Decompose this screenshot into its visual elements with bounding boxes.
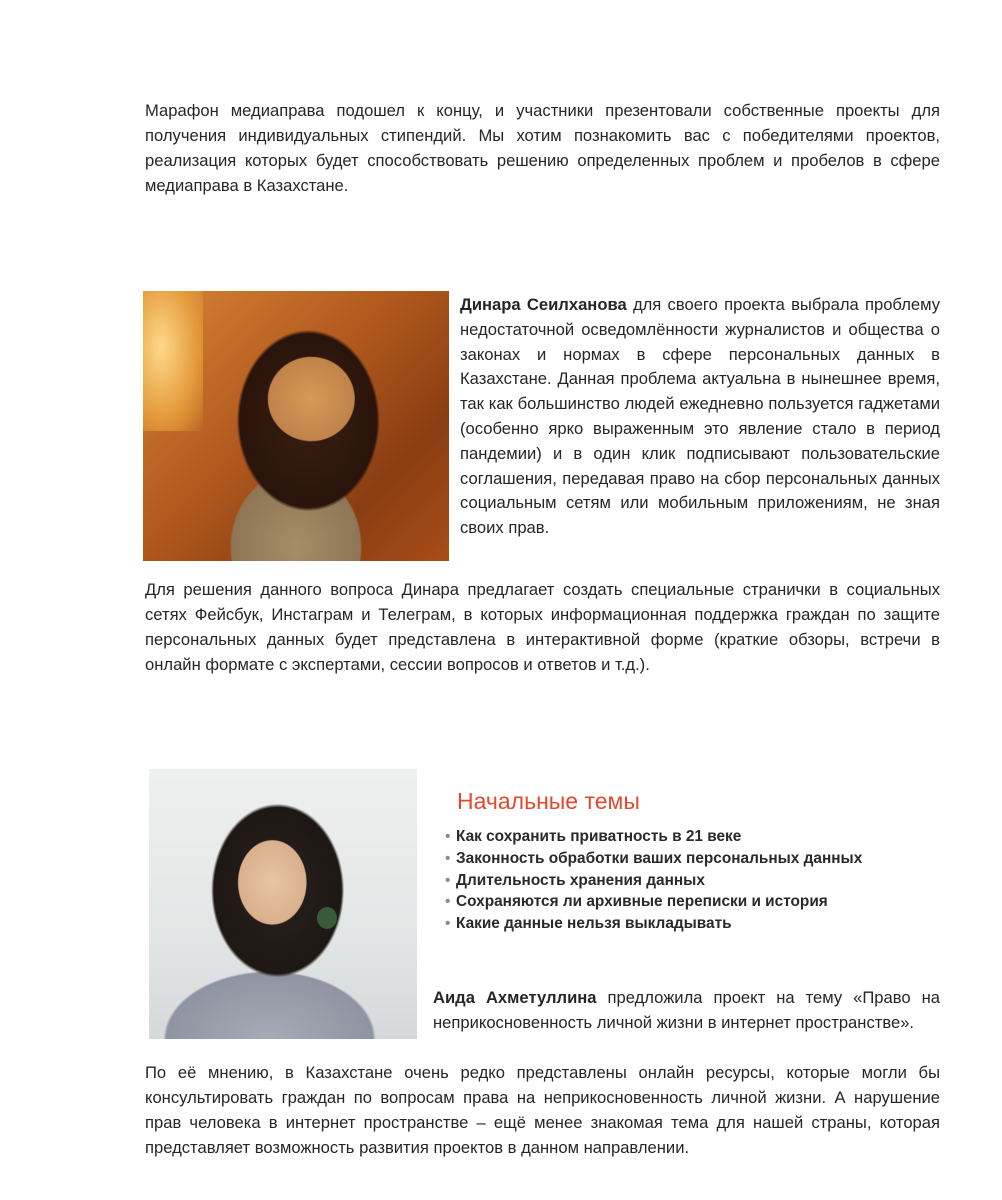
aida-photo	[149, 769, 417, 1039]
topics-list	[445, 828, 945, 934]
lamp-glow	[143, 291, 203, 431]
aida-opinion-paragraph: По её мнению, в Казахстане очень редко представлены онлайн ресурсы, которые могли бы консультировать граждан по вопросам права на неприкосновенность личной жизни. А нарушение прав человека в интернет пространстве – ещё менее знакомая тема для нашей страны, которая представляет возможность развития проектов в данном направлении.	[145, 1063, 940, 1157]
aida-name: Аида Ахметуллина	[433, 988, 597, 1007]
dinara-solution-paragraph: Для решения данного вопроса Динара предлагает создать специальные странички в социальных сетях Фейсбук, Инстаграм и Телеграм, в которых информационная поддержка граждан по защите персональных данных будет представлена в интерактивной форме (краткие обзоры, встречи в онлайн формате с экспертами, сессии вопросов и ответов и т.д.).	[145, 580, 940, 674]
dinara-side-text: для своего проекта выбрала проблему недостаточной осведомлённости журналистов и общества о законах и нормах в сфере персональных данных в Казахстане. Данная проблема актуальна в нынешнее время, так как большинство людей ежедневно пользуется гаджетами (особенно ярко выраженным это явление стало в период пандемии) и в один клик подписывают пользовательские соглашения, передавая право на сбор персональных данных социальным сетям или мобильным приложениям, не зная своих прав.	[460, 295, 940, 538]
topic-item: • Сохраняются ли архивные переписки и история	[445, 893, 876, 912]
dinara-photo	[143, 291, 449, 561]
topics-slide	[445, 786, 945, 937]
slide-title: Начальные темы	[457, 788, 640, 814]
topic-item: • Длительность хранения данных	[445, 872, 876, 891]
aida-description	[433, 985, 940, 1035]
topic-item: • Как сохранить приватность в 21 веке	[445, 828, 876, 847]
topic-item: • Законность обработки ваших персональных данных	[445, 850, 876, 869]
dinara-name: Динара Сеилханова	[460, 295, 627, 314]
earring	[317, 907, 337, 929]
aida-side-text: предложила проект на тему «Право на неприкосновенность личной жизни в интернет пространстве».	[433, 988, 940, 1032]
topic-item: • Какие данные нельзя выкладывать	[445, 915, 876, 934]
dinara-description	[460, 293, 940, 541]
intro-paragraph: Марафон медиаправа подошел к концу, и участники презентовали собственные проекты для получения индивидуальных стипендий. Мы хотим познакомить вас с победителями проектов, реализация которых будет способствовать решению определенных проблем и пробелов в сфере медиаправа в Казахстане.	[145, 101, 940, 195]
